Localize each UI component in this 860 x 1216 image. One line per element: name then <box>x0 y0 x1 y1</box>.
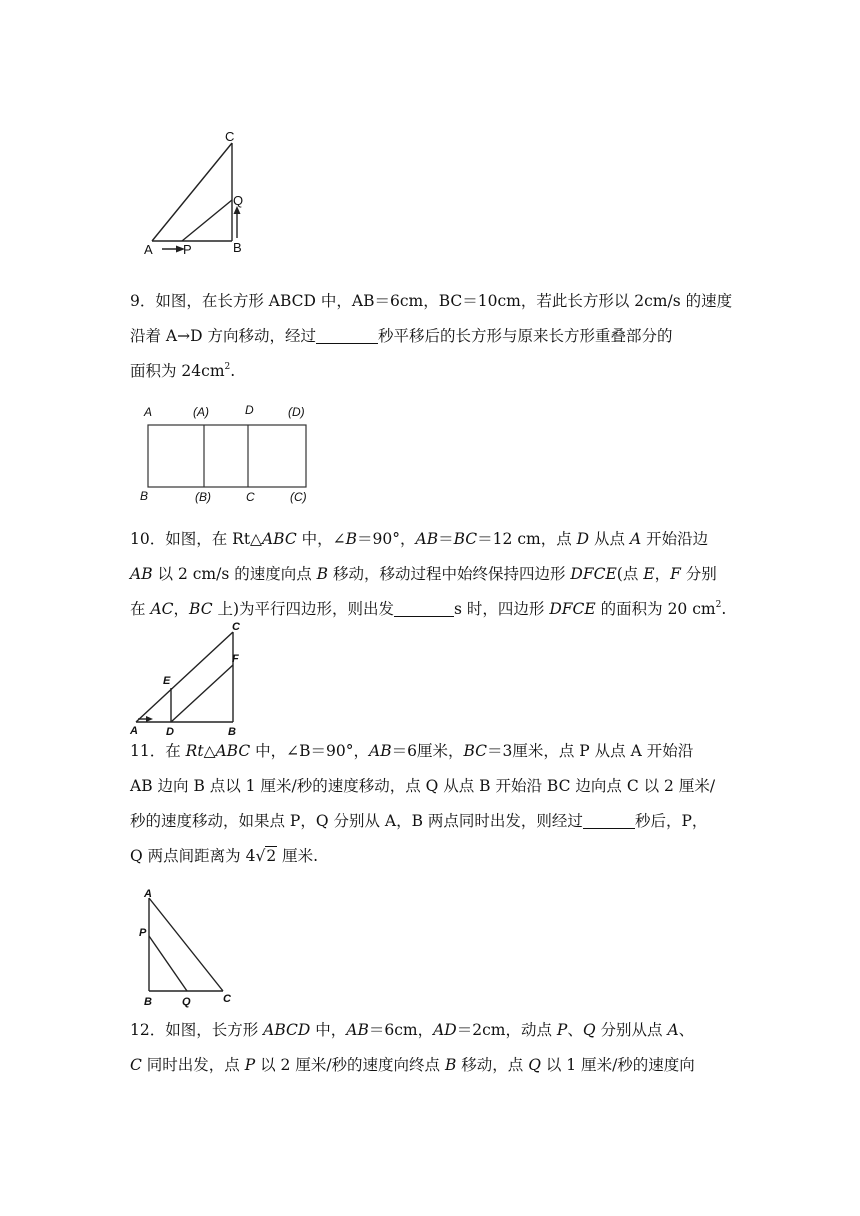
q11-line-2: AB 边向 B 点以 1 厘米/秒的速度移动，点 Q 从点 B 开始沿 BC 边向点 C 以 2 厘米/ <box>130 777 716 795</box>
question-10 <box>130 522 730 627</box>
fig8-label-p: P <box>183 242 192 257</box>
question-11 <box>130 734 730 874</box>
question-12 <box>130 1013 730 1083</box>
fig9-label-c-shifted: (C) <box>290 490 307 504</box>
fig9-label-b: B <box>140 489 149 503</box>
q9-line-2: 沿着 A→D 方向移动，经过 秒平移后的长方形与原来长方形重叠部分的 <box>130 319 730 354</box>
fig10-label-b: B <box>228 726 236 738</box>
figure-q11-triangle <box>135 886 245 1011</box>
answer-blank-q9[interactable] <box>316 323 378 344</box>
figure-q10-triangle <box>128 620 248 740</box>
answer-blank-q11[interactable] <box>583 808 635 829</box>
fig11-label-p: P <box>139 927 147 939</box>
q9-line-3: 面积为 $24cm^2$. <box>130 362 236 380</box>
q10-line-2: AB 以 2 cm/s 的速度向点 B 移动，移动过程中始终保持四边形 DFCE(点 E，F 分别 <box>130 565 717 583</box>
q10-line-1: 10．如图，在 Rt△ABC 中，∠B＝90°，AB＝BC＝12 cm，点 D 从点 A 开始沿边 <box>130 530 709 548</box>
q11-line-4: Q 两点间距离为 4√2 厘米. <box>130 839 730 874</box>
fig9-label-a-shifted: (A) <box>193 405 209 419</box>
fig10-label-e: E <box>163 675 171 687</box>
answer-blank-q10[interactable] <box>394 596 454 617</box>
fig9-label-d-shifted: (D) <box>288 405 305 419</box>
fig10-label-d: D <box>166 726 174 738</box>
fig9-label-b-shifted: (B) <box>195 490 211 504</box>
q12-line-1: 12．如图，长方形 ABCD 中，AB＝6cm，AD＝2cm，动点 P、Q 分别从点 A、 <box>130 1021 695 1039</box>
fig9-label-a: A <box>144 405 153 419</box>
q10-line-3: 在 AC，BC 上)为平行四边形，则出发 s 时，四边形 DFCE 的面积为 20 $cm^2$. <box>130 592 730 627</box>
q11-line-3: 秒的速度移动，如果点 P，Q 分别从 A，B 两点同时出发，则经过 秒后，P， <box>130 804 730 839</box>
fig8-label-q: Q <box>233 193 244 208</box>
q12-line-2: C 同时出发，点 P 以 2 厘米/秒的速度向终点 B 移动，点 Q 以 1 厘米/秒的速度向 <box>130 1056 695 1074</box>
fig10-label-a: A <box>130 725 138 737</box>
fig10-label-c: C <box>232 621 240 633</box>
fig11-label-c: C <box>223 993 231 1005</box>
fig11-label-b: B <box>144 996 152 1008</box>
sqrt-symbol: √2 <box>255 847 277 865</box>
q11-line-1: 11．在 Rt△ABC 中，∠B＝90°，AB＝6厘米，BC＝3厘米，点 P 从点 A 开始沿 <box>130 742 694 760</box>
figure-q9-rectangles <box>138 400 318 510</box>
figure-q8-triangle <box>140 128 250 260</box>
fig9-label-d: D <box>245 403 254 417</box>
q9-line-1: 9．如图，在长方形 ABCD 中，AB＝6cm，BC＝10cm，若此长方形以 2cm/s 的速度 <box>130 292 733 310</box>
fig11-label-a: A <box>144 888 152 900</box>
fig8-label-b: B <box>233 240 242 255</box>
fig9-label-c: C <box>246 490 255 504</box>
fig8-label-c: C <box>225 129 235 144</box>
question-9 <box>130 284 733 389</box>
fig8-label-a: A <box>144 242 153 257</box>
fig11-label-q: Q <box>182 996 191 1008</box>
fig10-label-f: F <box>232 653 239 665</box>
